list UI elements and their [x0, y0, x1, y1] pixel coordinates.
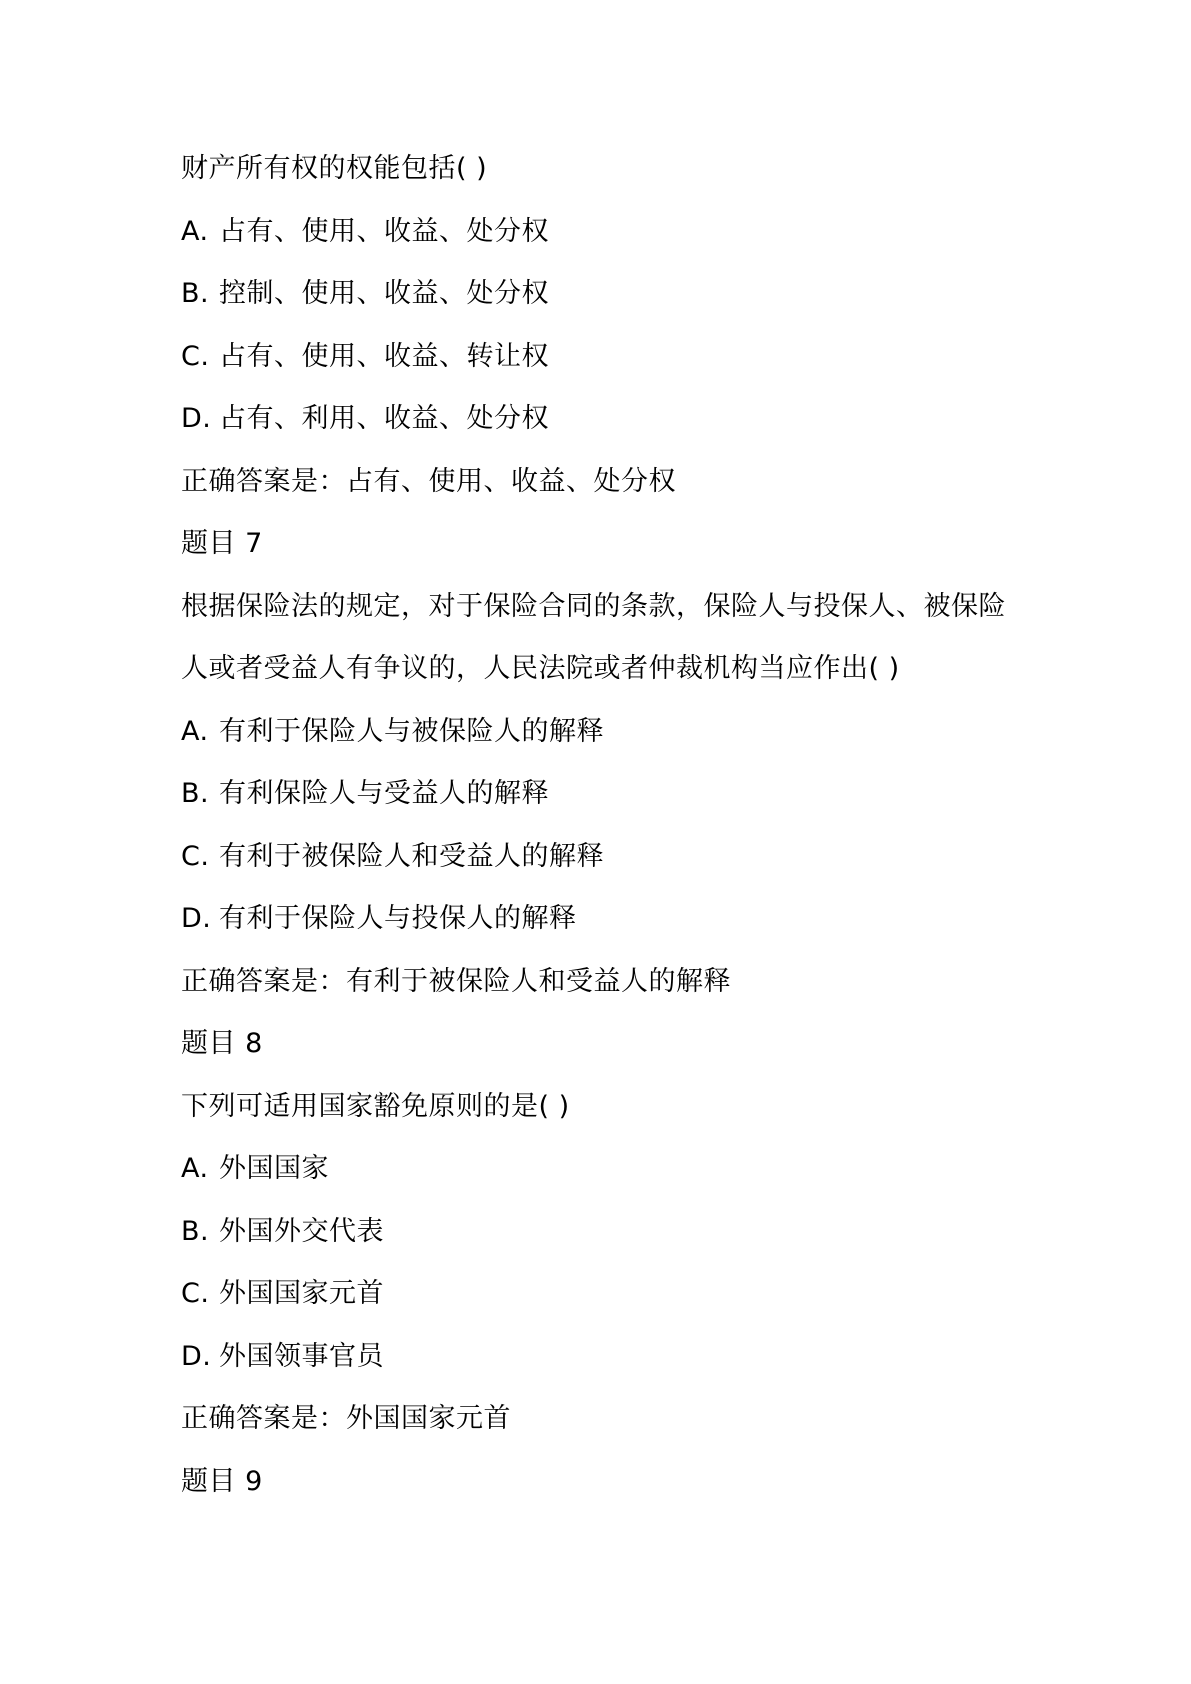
option-letter: A.	[181, 215, 209, 247]
option-text: 有利保险人与受益人的解释	[219, 778, 549, 809]
option-letter: D.	[181, 403, 212, 434]
question-6	[181, 138, 1041, 513]
option-letter: C.	[181, 840, 210, 872]
question-stem: 下列可适用国家豁免原则的是( )	[181, 1090, 570, 1122]
option-b	[181, 263, 1041, 326]
correct-answer: 正确答案是：有利于被保险人和受益人的解释	[181, 965, 731, 997]
question-title: 题目 8	[181, 1028, 263, 1059]
question-title: 题目 9	[181, 1465, 263, 1497]
question-stem-line-1: 根据保险法的规定，对于保险合同的条款，保险人与投保人、被保险	[181, 590, 1006, 622]
option-d	[181, 388, 1041, 451]
option-text: 外国国家	[219, 1153, 329, 1184]
option-d	[181, 1326, 1041, 1389]
option-c	[181, 326, 1041, 389]
option-text: 外国外交代表	[219, 1215, 384, 1247]
option-letter: A.	[181, 715, 209, 747]
option-b	[181, 1201, 1041, 1264]
question-7	[181, 513, 1041, 1013]
option-d	[181, 888, 1041, 951]
option-letter: D.	[181, 1340, 212, 1372]
correct-answer: 正确答案是：外国国家元首	[181, 1403, 511, 1434]
option-letter: B.	[181, 778, 210, 809]
option-letter: B.	[181, 1215, 210, 1247]
question-9	[181, 1451, 1041, 1514]
option-letter: D.	[181, 903, 212, 934]
option-letter: B.	[181, 278, 210, 309]
option-letter: C.	[181, 340, 210, 372]
option-b	[181, 763, 1041, 826]
question-stem: 财产所有权的权能包括( )	[181, 153, 488, 184]
option-a	[181, 701, 1041, 764]
correct-answer: 正确答案是：占有、使用、收益、处分权	[181, 465, 676, 497]
option-a	[181, 201, 1041, 264]
option-text: 有利于被保险人和受益人的解释	[219, 840, 604, 872]
option-text: 占有、使用、收益、转让权	[219, 340, 549, 372]
option-text: 控制、使用、收益、处分权	[219, 278, 549, 309]
question-title: 题目 7	[181, 528, 263, 559]
document-content	[181, 138, 1041, 1513]
option-text: 外国领事官员	[219, 1340, 384, 1372]
option-text: 有利于保险人与被保险人的解释	[219, 715, 604, 747]
option-a	[181, 1138, 1041, 1201]
option-c	[181, 1263, 1041, 1326]
option-letter: C.	[181, 1278, 210, 1309]
option-text: 有利于保险人与投保人的解释	[219, 903, 577, 934]
option-text: 占有、使用、收益、处分权	[219, 215, 549, 247]
option-letter: A.	[181, 1153, 209, 1184]
option-text: 占有、利用、收益、处分权	[219, 403, 549, 434]
option-text: 外国国家元首	[219, 1278, 384, 1309]
question-8	[181, 1013, 1041, 1451]
question-stem-line-2: 人或者受益人有争议的，人民法院或者仲裁机构当应作出( )	[181, 653, 900, 684]
option-c	[181, 826, 1041, 889]
